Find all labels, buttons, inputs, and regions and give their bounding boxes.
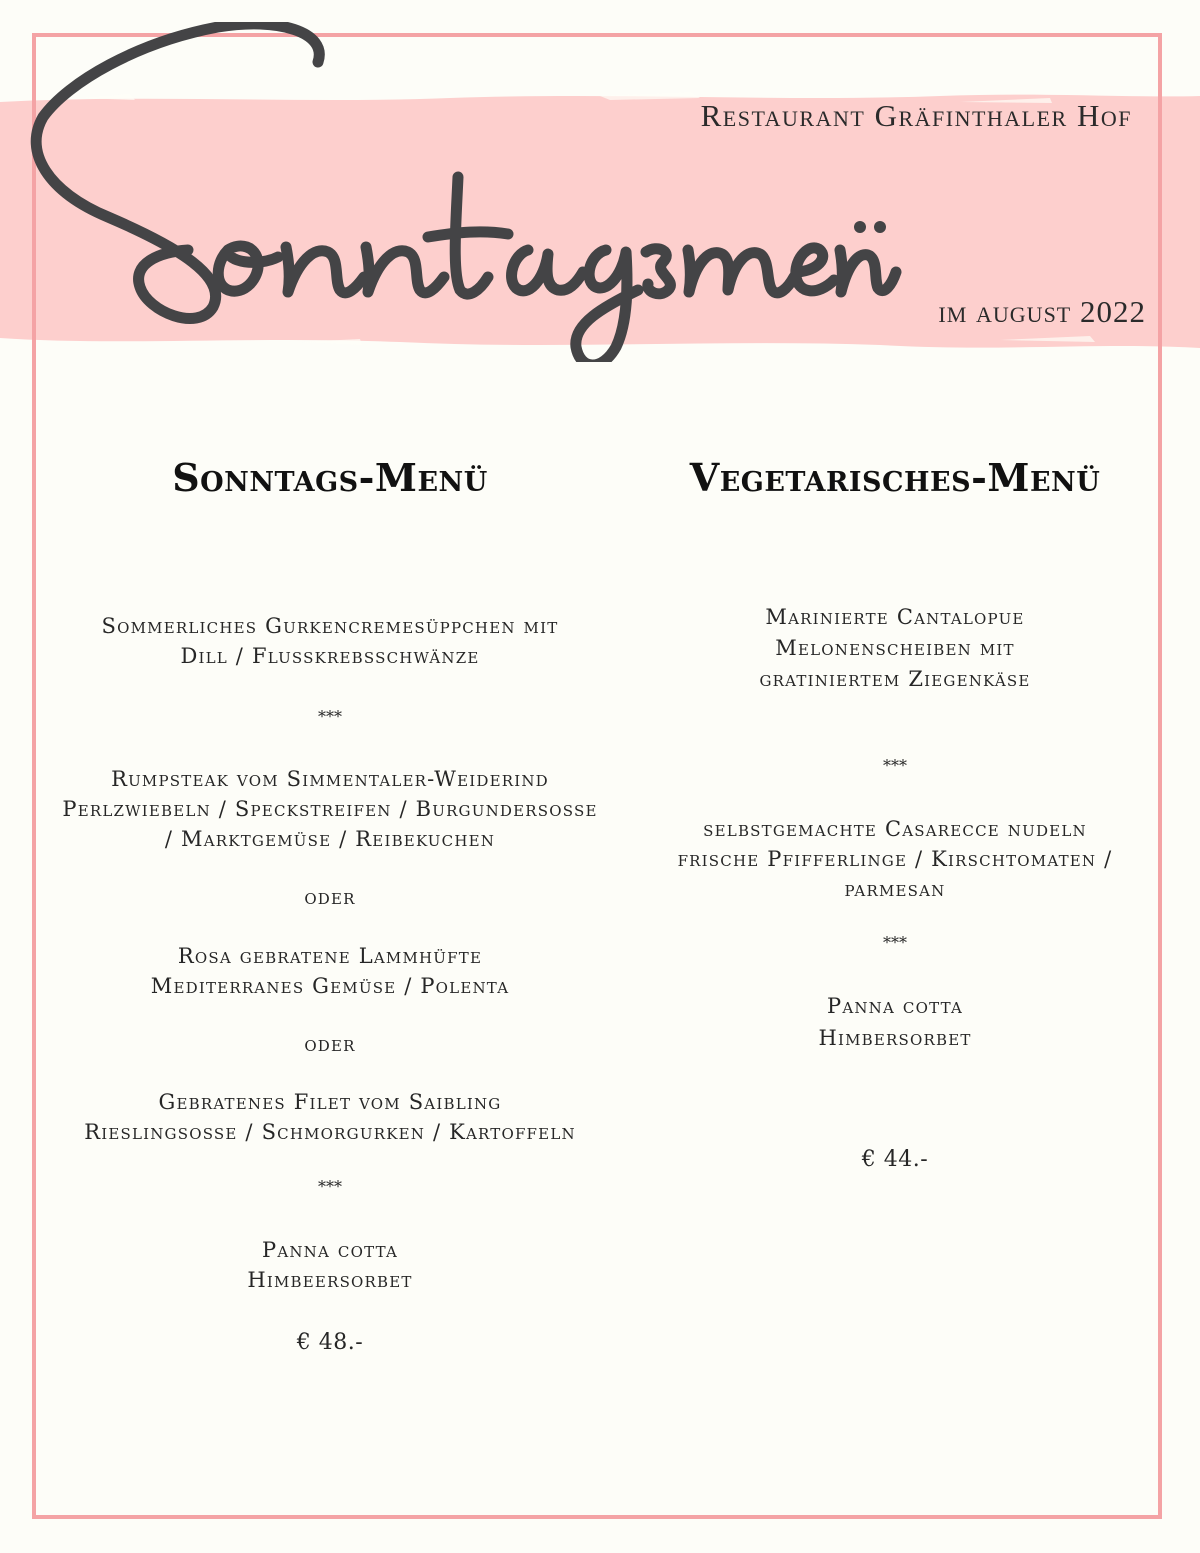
starter-course: [40, 611, 620, 671]
main-course-option: [40, 941, 620, 1001]
menu-price: € 48.-: [296, 1330, 364, 1355]
dish-line: Panna cotta: [262, 1238, 398, 1262]
dish-line: parmesan: [844, 877, 946, 901]
course-separator: ***: [318, 707, 342, 726]
or-divider: oder: [304, 1032, 356, 1056]
course-separator: ***: [318, 1177, 342, 1196]
dish-line: selbstgemachte Casarecce nudeln: [703, 817, 1087, 841]
dish-line: gratiniertem Ziegenkäse: [759, 667, 1031, 691]
course-separator: ***: [883, 933, 907, 952]
dish-line: Melonenscheiben mit: [775, 636, 1015, 660]
or-divider: oder: [304, 885, 356, 909]
sonntags-menu-column: [40, 455, 620, 1375]
dish-line: / Marktgemüse / Reibekuchen: [164, 827, 496, 851]
dish-line: Marinierte Cantalopue: [765, 605, 1025, 629]
main-course-option: [40, 764, 620, 854]
dish-line: Mediterranes Gemüse / Polenta: [150, 974, 510, 998]
menu-period: im august 2022: [938, 294, 1146, 329]
dish-line: Rieslingsosse / Schmorgurken / Kartoffeln: [84, 1120, 576, 1144]
column-heading: Vegetarisches-Menü: [689, 455, 1101, 500]
dessert-course: [612, 990, 1178, 1054]
dish-line: Sommerliches Gurkencremesüppchen mit: [101, 614, 559, 638]
dish-line: Perlzwiebeln / Speckstreifen / Burgundersosse: [62, 797, 598, 821]
dish-line: Rumpsteak vom Simmentaler-Weiderind: [111, 767, 549, 791]
dish-line: Dill / Flusskrebsschwänze: [180, 644, 480, 668]
vegetarisches-menu-column: [612, 455, 1178, 1195]
course-separator: ***: [883, 756, 907, 775]
dish-line: Rosa gebratene Lammhüfte: [177, 944, 483, 968]
starter-course: [612, 602, 1178, 695]
menu-price: € 44.-: [861, 1147, 929, 1172]
dessert-course: [40, 1235, 620, 1295]
dish-line: Himbersorbet: [818, 1026, 972, 1050]
main-course: [612, 814, 1178, 904]
dish-line: Gebratenes Filet vom Saibling: [158, 1090, 502, 1114]
dish-line: frische Pfifferlinge / Kirschtomaten /: [677, 847, 1113, 871]
main-course-option: [40, 1087, 620, 1147]
dish-line: Panna cotta: [827, 994, 963, 1018]
restaurant-name: Restaurant Gräfinthaler Hof: [700, 98, 1132, 133]
column-heading: Sonntags-Menü: [172, 455, 488, 500]
dish-line: Himbeersorbet: [247, 1268, 413, 1292]
